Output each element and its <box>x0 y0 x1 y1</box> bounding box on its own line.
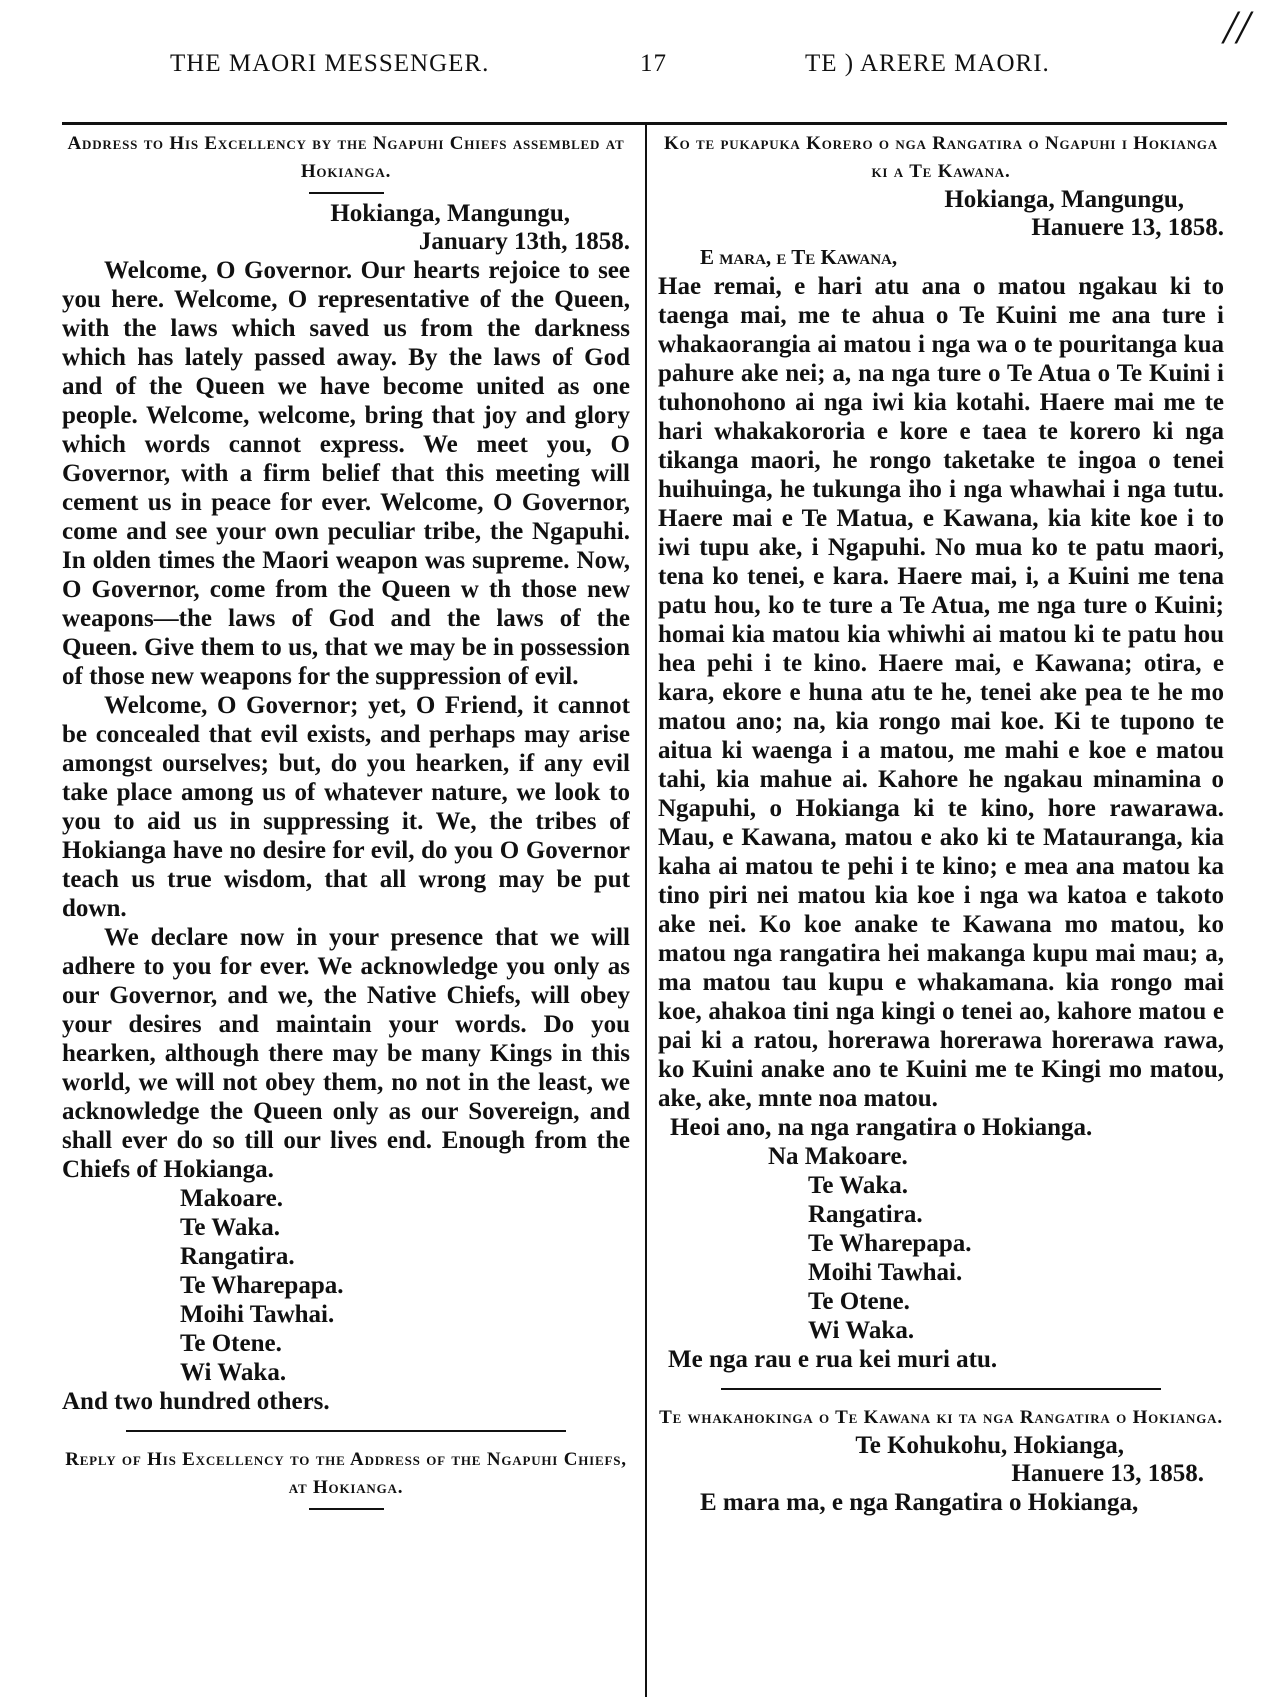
heading-rule <box>309 1508 384 1510</box>
signer: Wi Waka. <box>180 1359 287 1386</box>
signer: Te Otene. <box>180 1330 282 1357</box>
closing-line: And two hundred others. <box>62 1388 330 1415</box>
column-divider <box>645 124 647 1697</box>
dateline-place: Hokianga, Mangungu, <box>944 186 1184 213</box>
reply-heading: Reply of His Excellency to the Address of the Ngapuhi Chiefs, at Hokianga. <box>65 1449 627 1498</box>
signer: Moihi Tawhai. <box>180 1301 335 1328</box>
dateline-place: Hokianga, Mangungu, <box>330 200 570 227</box>
running-header <box>0 50 1280 90</box>
signer: Na Makoare. <box>768 1143 908 1170</box>
address-heading: Ko te pukapuka Korero o nga Rangatira o Ngapuhi i Hokianga ki a Te Kawana. <box>663 133 1218 182</box>
address-paragraph: Welcome, O Governor; yet, O Friend, it cannot be concealed that evil exists, and perhaps may arise amongst ourselves; but, do you hearken, if any evil take place among us of whatever nature, we look to you to aid us in suppressing it. We, the tribes of Hokianga have no desire for evil, do you O Governor teach us true wisdom, that all wrong may be put down. <box>62 692 630 922</box>
reply-dateline-date: Hanuere 13, 1858. <box>1011 1460 1204 1487</box>
dateline-date: January 13th, 1858. <box>418 228 630 255</box>
signer: Te Otene. <box>808 1288 910 1315</box>
signer: Makoare. <box>180 1185 283 1212</box>
english-column <box>62 130 630 1697</box>
heading-rule <box>309 192 384 194</box>
reply-heading: Te whakahokinga o Te Kawana ki ta nga Rangatira o Hokianga. <box>659 1407 1223 1428</box>
signer: Te Waka. <box>808 1172 909 1199</box>
section-rule <box>126 1430 566 1432</box>
signer: Moihi Tawhai. <box>808 1259 963 1286</box>
dateline-date: Hanuere 13, 1858. <box>1031 214 1224 241</box>
signer: Wi Waka. <box>808 1317 915 1344</box>
salutation: E mara, e Te Kawana, <box>700 245 898 269</box>
signer: Te Wharepapa. <box>808 1230 972 1257</box>
address-paragraph: We declare now in your presence that we will adhere to you for ever. We acknowledge you only as our Governor, and we, the Native Chiefs, will obey your desires and maintain your words. Do you hearken, although there may be many Kings in this world, we will not obey them, no not in the least, we acknowledge the Queen only as our Sovereign, and shall ever do so till our lives end. Enough from the Chiefs of Hokianga. <box>62 924 630 1183</box>
maori-column <box>658 130 1224 1697</box>
reply-paragraph: E mara ma, e nga Rangatira o Hokianga, <box>700 1489 1139 1516</box>
section-rule <box>721 1388 1161 1390</box>
closing-line: Me nga rau e rua kei muri atu. <box>668 1346 998 1373</box>
header-english-title: THE MAORI MESSENGER. <box>170 50 490 77</box>
sign-off: Heoi ano, na nga rangatira o Hokianga. <box>670 1114 1093 1141</box>
signer: Te Waka. <box>180 1214 281 1241</box>
address-paragraph: Hae remai, e hari atu ana o matou ngakau ki to taenga mai, me te ahua o Te Kuini me ana ture i whakaorangia ai matou i nga wa o te pouritanga kua pahure ake nei; a, na nga ture o Te Atua o Te Kuini i tuhonohono ai nga iwi kia kotahi. Haere mai me te hari whakakororia e kore e taea te korero ki nga tikanga maori, he rongo taketake te ingoa o tenei huihuinga, he tukunga iho i nga whawhai i nga tutu. Haere mai e Te Matua, e Kawana, kia kite koe i to iwi tupu ake, i Ngapuhi. No mua ko te patu maori, tena ko tenei, e kara. Haere mai, i, a Kuini me tena patu hou, ko te ture a Te Atua, me nga ture o Kuini; homai kia matou kia whiwhi ai matou ki te patu hou hea pehi i te kino. Haere mai, e Kawana; otira, e kara, ekore e huna atu te he, tenei ake pea te he mo matou ano; na, kia rongo mai koe. Ki te tupono te aitua ki waenga i a matou, me mahi e koe e matou tahi, kia mahue ai. Kahore he ngakau minamina o Ngapuhi, o Hokianga ki te kino, hore rawarawa. Mau, e Kawana, matou e ako ki te Matauranga, kia kaha ai matou te pehi i te kino; e mea ana matou ka tino piri nei matou kia koe i nga wa katoa e takoto ake nei. Ko koe anake te Kawana mo matou, ko matou nga rangatira hei makanga kupu mai mau; a, ma matou tau kupu e whakamana. kia rongo mai koe, ahakoa tini nga kingi o tenei ao, kahore matou e pai ki a ratou, horerawa horerawa horerawa rawa, ko Kuini anake ano te Kuini me te Kingi mo matou, ake, ake, mnte noa matou. <box>658 273 1224 1112</box>
header-maori-title: TE ) ARERE MAORI. <box>805 50 1050 77</box>
signer: Rangatira. <box>808 1201 923 1228</box>
signer: Rangatira. <box>180 1243 295 1270</box>
address-paragraph: Welcome, O Governor. Our hearts rejoice to see you here. Welcome, O representative of the Queen, with the laws which saved us from the darkness which has lately passed away. By the laws of God and of the Queen we have become united as one people. Welcome, welcome, bring that joy and glory which words cannot express. We meet you, O Governor, with a firm belief that this meeting will cement us in peace for ever. Welcome, O Governor, come and see your own peculiar tribe, the Ngapuhi. In olden times the Maori weapon was supreme. Now, O Governor, come from the Queen w th those new weapons—the laws of God and the laws of the Queen. Give them to us, that we may be in possession of those new weapons for the suppression of evil. <box>62 257 630 690</box>
signer: Te Wharepapa. <box>180 1272 344 1299</box>
reply-dateline-place: Te Kohukohu, Hokianga, <box>855 1432 1124 1459</box>
corner-mark: // <box>1223 1 1250 54</box>
page-number: 17 <box>640 50 667 77</box>
address-heading: Address to His Excellency by the Ngapuhi Chiefs assembled at Hokianga. <box>67 133 625 182</box>
